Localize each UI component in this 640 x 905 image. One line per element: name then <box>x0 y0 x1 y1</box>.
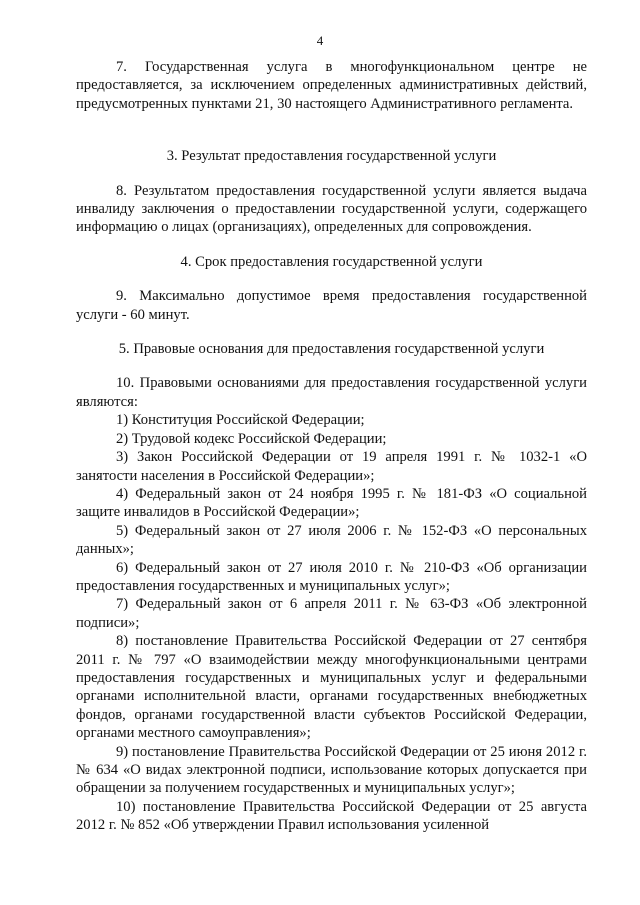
spacer <box>76 271 587 287</box>
section-5-heading: 5. Правовые основания для предоставления государственной услуги <box>118 341 545 358</box>
spacer <box>76 113 587 147</box>
legal-basis-item: 10) постановление Правительства Российской Федерации от 25 августа 2012 г. № 852 «Об утверждении Правил использования усиленной <box>76 798 587 834</box>
paragraph-9: 9. Максимально допустимое время предоставления государственной услуги - 60 минут. <box>76 288 587 323</box>
paragraph-10-intro: 10. Правовыми основаниями для предоставления государственной услуги являются: <box>76 375 587 410</box>
paragraph-7: 7. Государственная услуга в многофункциональном центре не предоставляется, за исключением определенных административных действий, предусмотренных пунктами 21, 30 настоящего Административного регламента. <box>76 59 587 112</box>
legal-basis-item: 4) Федеральный закон от 24 ноября 1995 г. № 181-ФЗ «О социальной защите инвалидов в Российской Федерации»; <box>76 485 587 521</box>
page-number: 4 <box>316 33 324 48</box>
spacer <box>76 166 587 182</box>
legal-basis-item: 1) Конституция Российской Федерации; <box>116 412 365 429</box>
legal-basis-item: 8) постановление Правительства Российской Федерации от 27 сентября 2011 г. № 797 «О взаимодействии между многофункциональными центрами предоставления государственных и муниципальных услуг и федеральными органами исполнительной власти, органами государственных внебюджетных фондов, органами государственной власти субъектов Российской Федерации, органами местного самоуправления»; <box>76 633 587 742</box>
legal-basis-item: 6) Федеральный закон от 27 июля 2010 г. № 210-ФЗ «Об организации предоставления государственных и муниципальных услуг»; <box>76 559 587 594</box>
section-4-heading: 4. Срок предоставления государственной услуги <box>180 253 483 270</box>
legal-basis-item: 5) Федеральный закон от 27 июля 2006 г. № 152-ФЗ «О персональных данных»; <box>76 522 587 558</box>
spacer <box>76 358 587 374</box>
legal-basis-item: 3) Закон Российской Федерации от 19 апреля 1991 г. № 1032-1 «О занятости населения в Российской Федерации»; <box>76 449 587 484</box>
legal-basis-item: 2) Трудовой кодекс Российской Федерации; <box>116 430 387 447</box>
section-3-heading: 3. Результат предоставления государственной услуги <box>166 148 497 165</box>
legal-basis-item: 9) постановление Правительства Российской Федерации от 25 июня 2012 г. № 634 «О видах электронной подписи, использование которых допускается при обращении за получением государственных и муниципальных услуг»; <box>76 743 587 797</box>
document-body <box>76 58 587 835</box>
spacer <box>76 324 587 340</box>
legal-basis-item: 7) Федеральный закон от 6 апреля 2011 г. № 63-ФЗ «Об электронной подписи»; <box>76 596 587 631</box>
paragraph-8: 8. Результатом предоставления государственной услуги является выдача инвалиду заключения о предоставлении государственной услуги, содержащего информацию о лицах (организациях), определенных для сопровождения. <box>76 182 587 236</box>
spacer <box>76 237 587 253</box>
